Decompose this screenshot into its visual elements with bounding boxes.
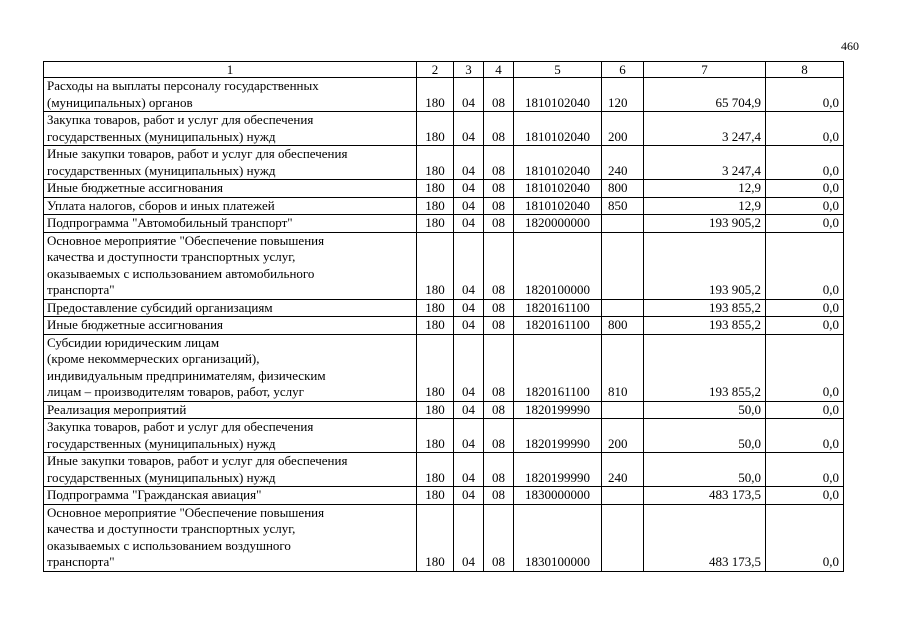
row-name-line: оказываемых с использованием автомобильного — [47, 265, 315, 281]
row-name-line: Уплата налогов, сборов и иных платежей — [47, 197, 275, 213]
header-cell-5: 5 — [514, 62, 602, 78]
target-article-cell: 1820100000 — [514, 232, 602, 299]
target-article-cell: 1820161100 — [514, 334, 602, 401]
amount-2-cell: 0,0 — [766, 232, 844, 299]
subsection-a-cell: 04 — [454, 419, 484, 453]
target-article-cell: 1810102040 — [514, 180, 602, 198]
expense-type-cell — [602, 215, 644, 233]
row-name-line: лицам – производителям товаров, работ, услуг — [47, 384, 304, 399]
amount-cell: 65 704,9 — [644, 78, 766, 112]
row-name-line: Субсидии юридическим лицам — [47, 334, 220, 350]
subsection-b-cell: 08 — [484, 180, 514, 198]
subsection-b-cell: 08 — [484, 299, 514, 317]
amount-2-cell: 0,0 — [766, 180, 844, 198]
expense-type-cell — [602, 299, 644, 317]
subsection-a-cell: 04 — [454, 317, 484, 335]
row-name-cell — [44, 453, 417, 487]
amount-cell: 193 905,2 — [644, 215, 766, 233]
subsection-a-cell: 04 — [454, 146, 484, 180]
expense-type-cell — [602, 401, 644, 419]
section-code-cell: 180 — [417, 197, 454, 215]
row-name-line: Закупка товаров, работ и услуг для обеспечения — [47, 419, 314, 434]
expense-type-cell: 800 — [602, 317, 644, 335]
row-name-line: государственных (муниципальных) нужд — [47, 435, 276, 451]
expense-type-cell: 800 — [602, 180, 644, 198]
row-name-cell — [44, 146, 417, 180]
row-name-cell — [44, 419, 417, 453]
amount-2-cell: 0,0 — [766, 78, 844, 112]
amount-cell: 193 855,2 — [644, 317, 766, 335]
row-name-cell — [44, 112, 417, 146]
row-name-cell — [44, 180, 417, 198]
row-name-line: Предоставление субсидий организациям — [47, 299, 273, 315]
section-code-cell: 180 — [417, 334, 454, 401]
row-name-cell — [44, 487, 417, 505]
target-article-cell: 1820199990 — [514, 419, 602, 453]
table-row — [44, 487, 844, 505]
amount-2-cell: 0,0 — [766, 401, 844, 419]
row-name-line: государственных (муниципальных) нужд — [47, 162, 276, 178]
budget-table — [43, 61, 844, 572]
subsection-a-cell: 04 — [454, 453, 484, 487]
table-row — [44, 334, 844, 401]
section-code-cell: 180 — [417, 419, 454, 453]
row-name-line: (кроме некоммерческих организаций), — [47, 351, 260, 366]
row-name-line: транспорта" — [47, 554, 115, 569]
amount-cell: 483 173,5 — [644, 487, 766, 505]
target-article-cell: 1810102040 — [514, 112, 602, 146]
header-cell-4: 4 — [484, 62, 514, 78]
table-row — [44, 401, 844, 419]
section-code-cell: 180 — [417, 78, 454, 112]
amount-2-cell: 0,0 — [766, 453, 844, 487]
section-code-cell: 180 — [417, 146, 454, 180]
page-number: 460 — [841, 39, 859, 53]
expense-type-cell: 120 — [602, 78, 644, 112]
target-article-cell: 1820199990 — [514, 401, 602, 419]
header-cell-1: 1 — [44, 62, 417, 78]
amount-2-cell: 0,0 — [766, 419, 844, 453]
row-name-line: Иные бюджетные ассигнования — [47, 317, 224, 332]
row-name-cell — [44, 317, 417, 335]
row-name-cell — [44, 299, 417, 317]
expense-type-cell — [602, 232, 644, 299]
subsection-a-cell: 04 — [454, 215, 484, 233]
subsection-a-cell: 04 — [454, 232, 484, 299]
header-cell-6: 6 — [602, 62, 644, 78]
table-row — [44, 453, 844, 487]
subsection-b-cell: 08 — [484, 317, 514, 335]
subsection-a-cell: 04 — [454, 78, 484, 112]
expense-type-cell: 200 — [602, 112, 644, 146]
section-code-cell: 180 — [417, 215, 454, 233]
table-row — [44, 419, 844, 453]
amount-2-cell: 0,0 — [766, 146, 844, 180]
subsection-a-cell: 04 — [454, 504, 484, 571]
subsection-a-cell: 04 — [454, 197, 484, 215]
table-row — [44, 112, 844, 146]
target-article-cell: 1830000000 — [514, 487, 602, 505]
expense-type-cell: 850 — [602, 197, 644, 215]
subsection-b-cell: 08 — [484, 453, 514, 487]
expense-type-cell: 810 — [602, 334, 644, 401]
row-name-line: оказываемых с использованием воздушного — [47, 537, 291, 553]
expense-type-cell — [602, 504, 644, 571]
row-name-cell — [44, 197, 417, 215]
subsection-b-cell: 08 — [484, 504, 514, 571]
subsection-b-cell: 08 — [484, 419, 514, 453]
row-name-line: Основное мероприятие "Обеспечение повышения — [47, 504, 325, 520]
subsection-a-cell: 04 — [454, 401, 484, 419]
row-name-line: (муниципальных) органов — [47, 94, 193, 110]
row-name-cell — [44, 232, 417, 299]
header-row — [44, 62, 844, 78]
subsection-b-cell: 08 — [484, 78, 514, 112]
target-article-cell: 1820199990 — [514, 453, 602, 487]
target-article-cell: 1810102040 — [514, 197, 602, 215]
row-name-cell — [44, 78, 417, 112]
amount-2-cell: 0,0 — [766, 334, 844, 401]
section-code-cell: 180 — [417, 232, 454, 299]
target-article-cell: 1830100000 — [514, 504, 602, 571]
row-name-line: Реализация мероприятий — [47, 401, 187, 417]
row-name-cell — [44, 334, 417, 401]
header-cell-3: 3 — [454, 62, 484, 78]
expense-type-cell: 200 — [602, 419, 644, 453]
row-name-line: Подпрограмма "Автомобильный транспорт" — [47, 215, 293, 230]
subsection-a-cell: 04 — [454, 299, 484, 317]
section-code-cell: 180 — [417, 504, 454, 571]
section-code-cell: 180 — [417, 112, 454, 146]
amount-cell: 12,9 — [644, 180, 766, 198]
row-name-line: государственных (муниципальных) нужд — [47, 128, 276, 144]
subsection-b-cell: 08 — [484, 112, 514, 146]
amount-2-cell: 0,0 — [766, 197, 844, 215]
row-name-line: Иные закупки товаров, работ и услуг для обеспечения — [47, 453, 348, 468]
table-row — [44, 215, 844, 233]
header-cell-7: 7 — [644, 62, 766, 78]
amount-cell: 483 173,5 — [644, 504, 766, 571]
amount-cell: 50,0 — [644, 401, 766, 419]
row-name-cell — [44, 401, 417, 419]
amount-2-cell: 0,0 — [766, 504, 844, 571]
amount-cell: 50,0 — [644, 419, 766, 453]
expense-type-cell — [602, 487, 644, 505]
amount-cell: 193 855,2 — [644, 334, 766, 401]
subsection-b-cell: 08 — [484, 401, 514, 419]
table-row — [44, 78, 844, 112]
subsection-b-cell: 08 — [484, 487, 514, 505]
amount-2-cell: 0,0 — [766, 215, 844, 233]
amount-cell: 12,9 — [644, 197, 766, 215]
header-cell-2: 2 — [417, 62, 454, 78]
section-code-cell: 180 — [417, 453, 454, 487]
row-name-cell — [44, 504, 417, 571]
row-name-cell — [44, 215, 417, 233]
subsection-a-cell: 04 — [454, 487, 484, 505]
row-name-line: Закупка товаров, работ и услуг для обеспечения — [47, 112, 314, 127]
table-row — [44, 197, 844, 215]
table-row — [44, 504, 844, 571]
row-name-line: качества и доступности транспортных услуг, — [47, 249, 296, 264]
table-row — [44, 232, 844, 299]
row-name-line: качества и доступности транспортных услуг, — [47, 521, 296, 536]
row-name-line: индивидуальным предпринимателям, физическим — [47, 367, 326, 383]
amount-2-cell: 0,0 — [766, 299, 844, 317]
row-name-line: Иные бюджетные ассигнования — [47, 180, 224, 195]
target-article-cell: 1810102040 — [514, 78, 602, 112]
section-code-cell: 180 — [417, 180, 454, 198]
amount-2-cell: 0,0 — [766, 112, 844, 146]
header-cell-8: 8 — [766, 62, 844, 78]
section-code-cell: 180 — [417, 317, 454, 335]
section-code-cell: 180 — [417, 487, 454, 505]
expense-type-cell: 240 — [602, 146, 644, 180]
amount-2-cell: 0,0 — [766, 487, 844, 505]
subsection-b-cell: 08 — [484, 197, 514, 215]
amount-cell: 50,0 — [644, 453, 766, 487]
target-article-cell: 1820161100 — [514, 317, 602, 335]
amount-2-cell: 0,0 — [766, 317, 844, 335]
section-code-cell: 180 — [417, 299, 454, 317]
subsection-b-cell: 08 — [484, 334, 514, 401]
subsection-a-cell: 04 — [454, 112, 484, 146]
amount-cell: 193 905,2 — [644, 232, 766, 299]
target-article-cell: 1810102040 — [514, 146, 602, 180]
row-name-line: Иные закупки товаров, работ и услуг для обеспечения — [47, 146, 348, 161]
subsection-a-cell: 04 — [454, 180, 484, 198]
row-name-line: Расходы на выплаты персоналу государственных — [47, 78, 319, 93]
table-row — [44, 180, 844, 198]
expense-type-cell: 240 — [602, 453, 644, 487]
row-name-line: Основное мероприятие "Обеспечение повышения — [47, 232, 325, 248]
amount-cell: 193 855,2 — [644, 299, 766, 317]
table-row — [44, 317, 844, 335]
table-row — [44, 299, 844, 317]
subsection-a-cell: 04 — [454, 334, 484, 401]
row-name-line: транспорта" — [47, 282, 115, 297]
subsection-b-cell: 08 — [484, 146, 514, 180]
amount-cell: 3 247,4 — [644, 146, 766, 180]
row-name-line: государственных (муниципальных) нужд — [47, 469, 276, 485]
subsection-b-cell: 08 — [484, 215, 514, 233]
target-article-cell: 1820161100 — [514, 299, 602, 317]
subsection-b-cell: 08 — [484, 232, 514, 299]
section-code-cell: 180 — [417, 401, 454, 419]
amount-cell: 3 247,4 — [644, 112, 766, 146]
row-name-line: Подпрограмма "Гражданская авиация" — [47, 487, 262, 502]
table-row — [44, 146, 844, 180]
target-article-cell: 1820000000 — [514, 215, 602, 233]
